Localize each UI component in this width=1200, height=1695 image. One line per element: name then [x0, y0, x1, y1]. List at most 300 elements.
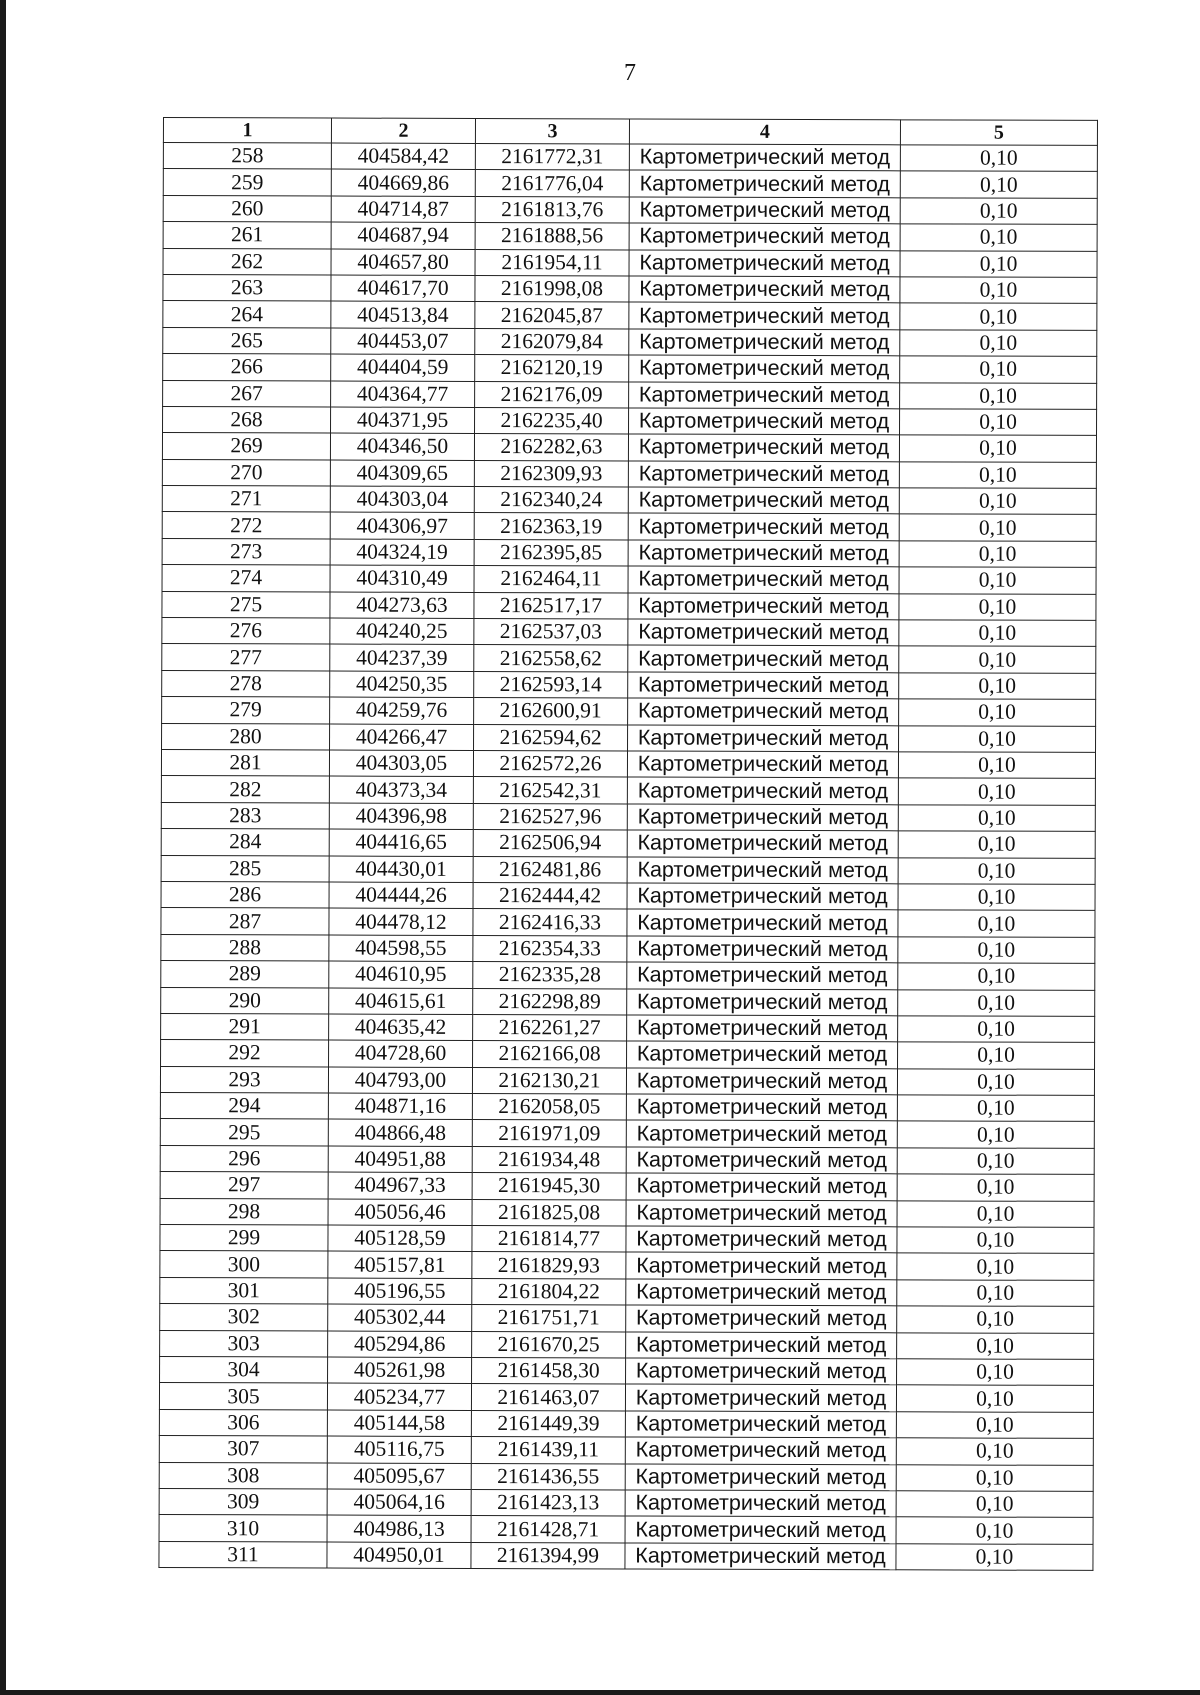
method-cell: Картометрический метод: [628, 645, 899, 672]
table-row: [160, 1251, 1094, 1280]
y-coordinate-cell: 2161463,07: [471, 1384, 625, 1411]
accuracy-cell: 0,10: [899, 725, 1096, 752]
y-coordinate-cell: 2162542,31: [473, 777, 627, 804]
y-coordinate-cell: 2161423,13: [471, 1489, 625, 1516]
method-cell: Картометрический метод: [626, 1147, 897, 1174]
point-number-cell: 277: [162, 644, 330, 671]
y-coordinate-cell: 2161888,56: [475, 223, 629, 250]
table-row: [161, 1040, 1095, 1069]
method-cell: Картометрический метод: [626, 1305, 897, 1332]
method-cell: Картометрический метод: [626, 1279, 897, 1306]
x-coordinate-cell: 404453,07: [331, 328, 475, 355]
x-coordinate-cell: 404951,88: [328, 1146, 472, 1173]
x-coordinate-cell: 405234,77: [327, 1383, 471, 1410]
point-number-cell: 283: [161, 802, 329, 829]
accuracy-cell: 0,10: [898, 857, 1095, 884]
x-coordinate-cell: 404610,95: [329, 961, 473, 988]
y-coordinate-cell: 2162309,93: [474, 460, 628, 487]
point-number-cell: 298: [160, 1198, 328, 1225]
y-coordinate-cell: 2161670,25: [472, 1331, 626, 1358]
x-coordinate-cell: 404967,33: [328, 1172, 472, 1199]
x-coordinate-cell: 404396,98: [329, 803, 473, 830]
method-cell: Картометрический метод: [625, 1384, 896, 1411]
y-coordinate-cell: 2162517,17: [474, 592, 628, 619]
y-coordinate-cell: 2162130,21: [472, 1067, 626, 1094]
table-row: [163, 274, 1097, 303]
x-coordinate-cell: 404513,84: [331, 301, 475, 328]
method-cell: Картометрический метод: [626, 1358, 897, 1385]
point-number-cell: 273: [162, 538, 330, 565]
accuracy-cell: 0,10: [899, 646, 1096, 673]
accuracy-cell: 0,10: [899, 699, 1096, 726]
point-number-cell: 282: [161, 776, 329, 803]
table-row: [163, 143, 1097, 172]
accuracy-cell: 0,10: [896, 1517, 1093, 1544]
accuracy-cell: 0,10: [898, 884, 1095, 911]
y-coordinate-cell: 2161934,48: [472, 1146, 626, 1173]
point-number-cell: 296: [160, 1145, 328, 1172]
method-cell: Картометрический метод: [625, 1411, 896, 1438]
table-row: [160, 1277, 1094, 1306]
point-number-cell: 294: [160, 1093, 328, 1120]
point-number-cell: 258: [163, 143, 331, 170]
table-row: [162, 459, 1096, 488]
x-coordinate-cell: 404728,60: [329, 1040, 473, 1067]
table-row: [161, 749, 1095, 778]
method-cell: Картометрический метод: [628, 672, 899, 699]
x-coordinate-cell: 404373,34: [329, 776, 473, 803]
accuracy-cell: 0,10: [897, 1280, 1094, 1307]
table-row: [161, 908, 1095, 937]
method-cell: Картометрический метод: [629, 197, 900, 224]
method-cell: Картометрический метод: [626, 1173, 897, 1200]
accuracy-cell: 0,10: [897, 1148, 1094, 1175]
method-cell: Картометрический метод: [627, 883, 898, 910]
x-coordinate-cell: 404584,42: [331, 143, 475, 170]
x-coordinate-cell: 404416,65: [329, 829, 473, 856]
y-coordinate-cell: 2162593,14: [474, 671, 628, 698]
method-cell: Картометрический метод: [627, 1041, 898, 1068]
point-number-cell: 295: [160, 1119, 328, 1146]
x-coordinate-cell: 404364,77: [331, 381, 475, 408]
method-cell: Картометрический метод: [628, 487, 899, 514]
accuracy-cell: 0,10: [898, 1042, 1095, 1069]
method-cell: Картометрический метод: [628, 540, 899, 567]
x-coordinate-cell: 404657,80: [331, 249, 475, 276]
accuracy-cell: 0,10: [900, 409, 1097, 436]
accuracy-cell: 0,10: [900, 224, 1097, 251]
table-header: [163, 118, 1097, 146]
accuracy-cell: 0,10: [899, 593, 1096, 620]
table-row: [159, 1409, 1093, 1438]
method-cell: Картометрический метод: [629, 170, 900, 197]
x-coordinate-cell: 405196,55: [328, 1278, 472, 1305]
x-coordinate-cell: 404871,16: [328, 1093, 472, 1120]
accuracy-cell: 0,10: [899, 462, 1096, 489]
accuracy-cell: 0,10: [900, 250, 1097, 277]
y-coordinate-cell: 2162600,91: [474, 698, 628, 725]
table-row: [163, 195, 1097, 224]
y-coordinate-cell: 2161428,71: [471, 1516, 625, 1543]
point-number-cell: 304: [160, 1356, 328, 1383]
accuracy-cell: 0,10: [898, 1016, 1095, 1043]
x-coordinate-cell: 404687,94: [331, 222, 475, 249]
y-coordinate-cell: 2161439,11: [471, 1437, 625, 1464]
point-number-cell: 308: [159, 1462, 327, 1489]
table-row: [160, 1093, 1094, 1122]
table-row: [159, 1462, 1093, 1491]
accuracy-cell: 0,10: [897, 1332, 1094, 1359]
y-coordinate-cell: 2162363,19: [474, 513, 628, 540]
header-col-4: 4: [629, 119, 900, 145]
table-row: [160, 1145, 1094, 1174]
accuracy-cell: 0,10: [897, 1068, 1094, 1095]
y-coordinate-cell: 2162261,27: [473, 1014, 627, 1041]
point-number-cell: 281: [161, 749, 329, 776]
method-cell: Картометрический метод: [627, 804, 898, 831]
y-coordinate-cell: 2161829,93: [472, 1252, 626, 1279]
x-coordinate-cell: 404240,25: [330, 618, 474, 645]
point-number-cell: 288: [161, 934, 329, 961]
accuracy-cell: 0,10: [900, 198, 1097, 225]
header-col-5: 5: [900, 120, 1097, 146]
method-cell: Картометрический метод: [627, 830, 898, 857]
x-coordinate-cell: 404635,42: [329, 1014, 473, 1041]
method-cell: Картометрический метод: [627, 1015, 898, 1042]
point-number-cell: 284: [161, 829, 329, 856]
y-coordinate-cell: 2162176,09: [475, 381, 629, 408]
point-number-cell: 264: [163, 301, 331, 328]
y-coordinate-cell: 2161945,30: [472, 1173, 626, 1200]
x-coordinate-cell: 404617,70: [331, 275, 475, 302]
method-cell: Картометрический метод: [628, 698, 899, 725]
table-row: [161, 881, 1095, 910]
x-coordinate-cell: 405144,58: [327, 1410, 471, 1437]
table-row: [163, 380, 1097, 409]
point-number-cell: 263: [163, 274, 331, 301]
accuracy-cell: 0,10: [898, 910, 1095, 937]
method-cell: Картометрический метод: [626, 1120, 897, 1147]
point-number-cell: 310: [159, 1515, 327, 1542]
x-coordinate-cell: 404430,01: [329, 856, 473, 883]
method-cell: Картометрический метод: [629, 276, 900, 303]
table-row: [159, 1541, 1093, 1570]
y-coordinate-cell: 2162572,26: [473, 750, 627, 777]
accuracy-cell: 0,10: [896, 1438, 1093, 1465]
point-number-cell: 272: [162, 512, 330, 539]
method-cell: Картометрический метод: [625, 1516, 896, 1543]
point-number-cell: 301: [160, 1277, 328, 1304]
y-coordinate-cell: 2161825,08: [472, 1199, 626, 1226]
table-row: [163, 169, 1097, 198]
x-coordinate-cell: 405064,16: [327, 1489, 471, 1516]
table-row: [161, 1013, 1095, 1042]
method-cell: Картометрический метод: [627, 751, 898, 778]
method-cell: Картометрический метод: [628, 725, 899, 752]
table-row: [161, 987, 1095, 1016]
point-number-cell: 300: [160, 1251, 328, 1278]
table-row: [162, 538, 1096, 567]
point-number-cell: 267: [163, 380, 331, 407]
table-row: [160, 1198, 1094, 1227]
header-col-2: 2: [331, 118, 475, 143]
point-number-cell: 297: [160, 1172, 328, 1199]
accuracy-cell: 0,10: [897, 1095, 1094, 1122]
x-coordinate-cell: 404309,65: [330, 460, 474, 487]
x-coordinate-cell: 405302,44: [328, 1304, 472, 1331]
point-number-cell: 262: [163, 248, 331, 275]
x-coordinate-cell: 404250,35: [330, 671, 474, 698]
y-coordinate-cell: 2162537,03: [474, 619, 628, 646]
y-coordinate-cell: 2162079,84: [475, 328, 629, 355]
method-cell: Картометрический метод: [628, 461, 899, 488]
header-col-3: 3: [475, 118, 629, 143]
point-number-cell: 279: [162, 697, 330, 724]
table-row: [160, 1356, 1094, 1385]
method-cell: Картометрический метод: [626, 1094, 897, 1121]
method-cell: Картометрический метод: [629, 250, 900, 277]
page-number: 7: [624, 60, 636, 86]
accuracy-cell: 0,10: [898, 989, 1095, 1016]
scan-edge-bottom: [0, 1690, 1200, 1695]
y-coordinate-cell: 2162464,11: [474, 566, 628, 593]
y-coordinate-cell: 2161814,77: [472, 1225, 626, 1252]
table-row: [161, 855, 1095, 884]
x-coordinate-cell: 404306,97: [330, 512, 474, 539]
method-cell: Картометрический метод: [627, 909, 898, 936]
table-row: [162, 512, 1096, 541]
x-coordinate-cell: 404371,95: [331, 407, 475, 434]
x-coordinate-cell: 404866,48: [328, 1119, 472, 1146]
y-coordinate-cell: 2161804,22: [472, 1278, 626, 1305]
method-cell: Картометрический метод: [627, 962, 898, 989]
x-coordinate-cell: 405157,81: [328, 1251, 472, 1278]
y-coordinate-cell: 2161971,09: [472, 1120, 626, 1147]
point-number-cell: 274: [162, 565, 330, 592]
point-number-cell: 306: [159, 1409, 327, 1436]
point-number-cell: 309: [159, 1488, 327, 1515]
accuracy-cell: 0,10: [896, 1491, 1093, 1518]
method-cell: Картометрический метод: [627, 988, 898, 1015]
method-cell: Картометрический метод: [629, 381, 900, 408]
method-cell: Картометрический метод: [628, 434, 899, 461]
method-cell: Картометрический метод: [626, 1252, 897, 1279]
accuracy-cell: 0,10: [897, 1227, 1094, 1254]
point-number-cell: 289: [161, 961, 329, 988]
y-coordinate-cell: 2161998,08: [475, 275, 629, 302]
point-number-cell: 276: [162, 618, 330, 645]
point-number-cell: 269: [162, 433, 330, 460]
x-coordinate-cell: 404404,59: [331, 354, 475, 381]
x-coordinate-cell: 404598,55: [329, 935, 473, 962]
x-coordinate-cell: 404324,19: [330, 539, 474, 566]
accuracy-cell: 0,10: [898, 831, 1095, 858]
accuracy-cell: 0,10: [900, 303, 1097, 330]
x-coordinate-cell: 404478,12: [329, 908, 473, 935]
table-row: [162, 723, 1096, 752]
table-row: [161, 802, 1095, 831]
point-number-cell: 266: [163, 354, 331, 381]
method-cell: Картометрический метод: [629, 144, 900, 171]
accuracy-cell: 0,10: [899, 673, 1096, 700]
point-number-cell: 290: [161, 987, 329, 1014]
y-coordinate-cell: 2162558,62: [474, 645, 628, 672]
point-number-cell: 287: [161, 908, 329, 935]
method-cell: Картометрический метод: [628, 619, 899, 646]
accuracy-cell: 0,10: [898, 963, 1095, 990]
accuracy-cell: 0,10: [900, 277, 1097, 304]
method-cell: Картометрический метод: [628, 593, 899, 620]
y-coordinate-cell: 2162335,28: [473, 962, 627, 989]
method-cell: Картометрический метод: [626, 1200, 897, 1227]
accuracy-cell: 0,10: [899, 488, 1096, 515]
y-coordinate-cell: 2162340,24: [474, 487, 628, 514]
table-row: [161, 934, 1095, 963]
table-row: [163, 301, 1097, 330]
accuracy-cell: 0,10: [898, 805, 1095, 832]
accuracy-cell: 0,10: [896, 1385, 1093, 1412]
y-coordinate-cell: 2162058,05: [472, 1094, 626, 1121]
table-row: [161, 961, 1095, 990]
method-cell: Картометрический метод: [626, 1068, 897, 1095]
accuracy-cell: 0,10: [900, 171, 1097, 198]
table-row: [160, 1066, 1094, 1095]
point-number-cell: 311: [159, 1541, 327, 1568]
accuracy-cell: 0,10: [898, 778, 1095, 805]
x-coordinate-cell: 404259,76: [330, 697, 474, 724]
method-cell: Картометрический метод: [625, 1437, 896, 1464]
accuracy-cell: 0,10: [896, 1412, 1093, 1439]
x-coordinate-cell: 405128,59: [328, 1225, 472, 1252]
x-coordinate-cell: 405116,75: [327, 1436, 471, 1463]
method-cell: Картометрический метод: [628, 513, 899, 540]
accuracy-cell: 0,10: [899, 567, 1096, 594]
table-row: [162, 565, 1096, 594]
y-coordinate-cell: 2161394,99: [471, 1542, 625, 1569]
y-coordinate-cell: 2162235,40: [475, 407, 629, 434]
table-row: [161, 776, 1095, 805]
point-number-cell: 261: [163, 222, 331, 249]
point-number-cell: 303: [160, 1330, 328, 1357]
accuracy-cell: 0,10: [899, 435, 1096, 462]
point-number-cell: 302: [160, 1304, 328, 1331]
point-number-cell: 286: [161, 881, 329, 908]
point-number-cell: 307: [159, 1436, 327, 1463]
point-number-cell: 260: [163, 195, 331, 222]
point-number-cell: 268: [163, 406, 331, 433]
x-coordinate-cell: 404615,61: [329, 988, 473, 1015]
point-number-cell: 270: [162, 459, 330, 486]
point-number-cell: 291: [161, 1013, 329, 1040]
method-cell: Картометрический метод: [629, 408, 900, 435]
coordinates-table: [158, 117, 1098, 1571]
y-coordinate-cell: 2162395,85: [474, 539, 628, 566]
accuracy-cell: 0,10: [899, 620, 1096, 647]
table-row: [160, 1225, 1094, 1254]
y-coordinate-cell: 2162416,33: [473, 909, 627, 936]
y-coordinate-cell: 2162282,63: [474, 434, 628, 461]
y-coordinate-cell: 2161458,30: [472, 1357, 626, 1384]
table-row: [159, 1488, 1093, 1517]
accuracy-cell: 0,10: [897, 1306, 1094, 1333]
x-coordinate-cell: 404714,87: [331, 196, 475, 223]
x-coordinate-cell: 404303,04: [330, 486, 474, 513]
method-cell: Картометрический метод: [626, 1226, 897, 1253]
x-coordinate-cell: 404444,26: [329, 882, 473, 909]
method-cell: Картометрический метод: [625, 1490, 896, 1517]
x-coordinate-cell: 404669,86: [331, 169, 475, 196]
y-coordinate-cell: 2161772,31: [475, 143, 629, 170]
table-row: [162, 433, 1096, 462]
table-row: [159, 1515, 1093, 1544]
accuracy-cell: 0,10: [897, 1253, 1094, 1280]
table-row: [162, 670, 1096, 699]
accuracy-cell: 0,10: [898, 937, 1095, 964]
accuracy-cell: 0,10: [900, 145, 1097, 172]
x-coordinate-cell: 404310,49: [330, 565, 474, 592]
point-number-cell: 292: [161, 1040, 329, 1067]
point-number-cell: 299: [160, 1225, 328, 1252]
table-row: [163, 406, 1097, 435]
method-cell: Картометрический метод: [627, 857, 898, 884]
point-number-cell: 278: [162, 670, 330, 697]
point-number-cell: 275: [162, 591, 330, 618]
accuracy-cell: 0,10: [897, 1359, 1094, 1386]
header-row: [163, 118, 1097, 146]
table-body: [159, 143, 1097, 1571]
method-cell: Картометрический метод: [629, 223, 900, 250]
y-coordinate-cell: 2162527,96: [473, 803, 627, 830]
x-coordinate-cell: 405095,67: [327, 1463, 471, 1490]
point-number-cell: 305: [159, 1383, 327, 1410]
x-coordinate-cell: 404346,50: [330, 433, 474, 460]
y-coordinate-cell: 2162444,42: [473, 882, 627, 909]
point-number-cell: 293: [160, 1066, 328, 1093]
x-coordinate-cell: 404273,63: [330, 592, 474, 619]
table-row: [163, 327, 1097, 356]
method-cell: Картометрический метод: [628, 566, 899, 593]
y-coordinate-cell: 2161449,39: [471, 1410, 625, 1437]
x-coordinate-cell: 404950,01: [327, 1542, 471, 1569]
y-coordinate-cell: 2162120,19: [475, 355, 629, 382]
method-cell: Картометрический метод: [627, 777, 898, 804]
y-coordinate-cell: 2161751,71: [472, 1305, 626, 1332]
scan-edge-left: [0, 0, 6, 1695]
x-coordinate-cell: 405294,86: [328, 1331, 472, 1358]
table-row: [163, 354, 1097, 383]
accuracy-cell: 0,10: [897, 1121, 1094, 1148]
table-row: [162, 486, 1096, 515]
y-coordinate-cell: 2162506,94: [473, 830, 627, 857]
point-number-cell: 259: [163, 169, 331, 196]
method-cell: Картометрический метод: [627, 936, 898, 963]
table-row: [163, 222, 1097, 251]
method-cell: Картометрический метод: [629, 302, 900, 329]
accuracy-cell: 0,10: [897, 1200, 1094, 1227]
accuracy-cell: 0,10: [899, 514, 1096, 541]
y-coordinate-cell: 2162354,33: [473, 935, 627, 962]
x-coordinate-cell: 404266,47: [330, 724, 474, 751]
y-coordinate-cell: 2161813,76: [475, 196, 629, 223]
method-cell: Картометрический метод: [625, 1543, 896, 1570]
method-cell: Картометрический метод: [625, 1463, 896, 1490]
x-coordinate-cell: 404303,05: [329, 750, 473, 777]
header-col-1: 1: [163, 118, 331, 144]
x-coordinate-cell: 404237,39: [330, 644, 474, 671]
accuracy-cell: 0,10: [900, 382, 1097, 409]
accuracy-cell: 0,10: [900, 356, 1097, 383]
accuracy-cell: 0,10: [896, 1544, 1093, 1571]
